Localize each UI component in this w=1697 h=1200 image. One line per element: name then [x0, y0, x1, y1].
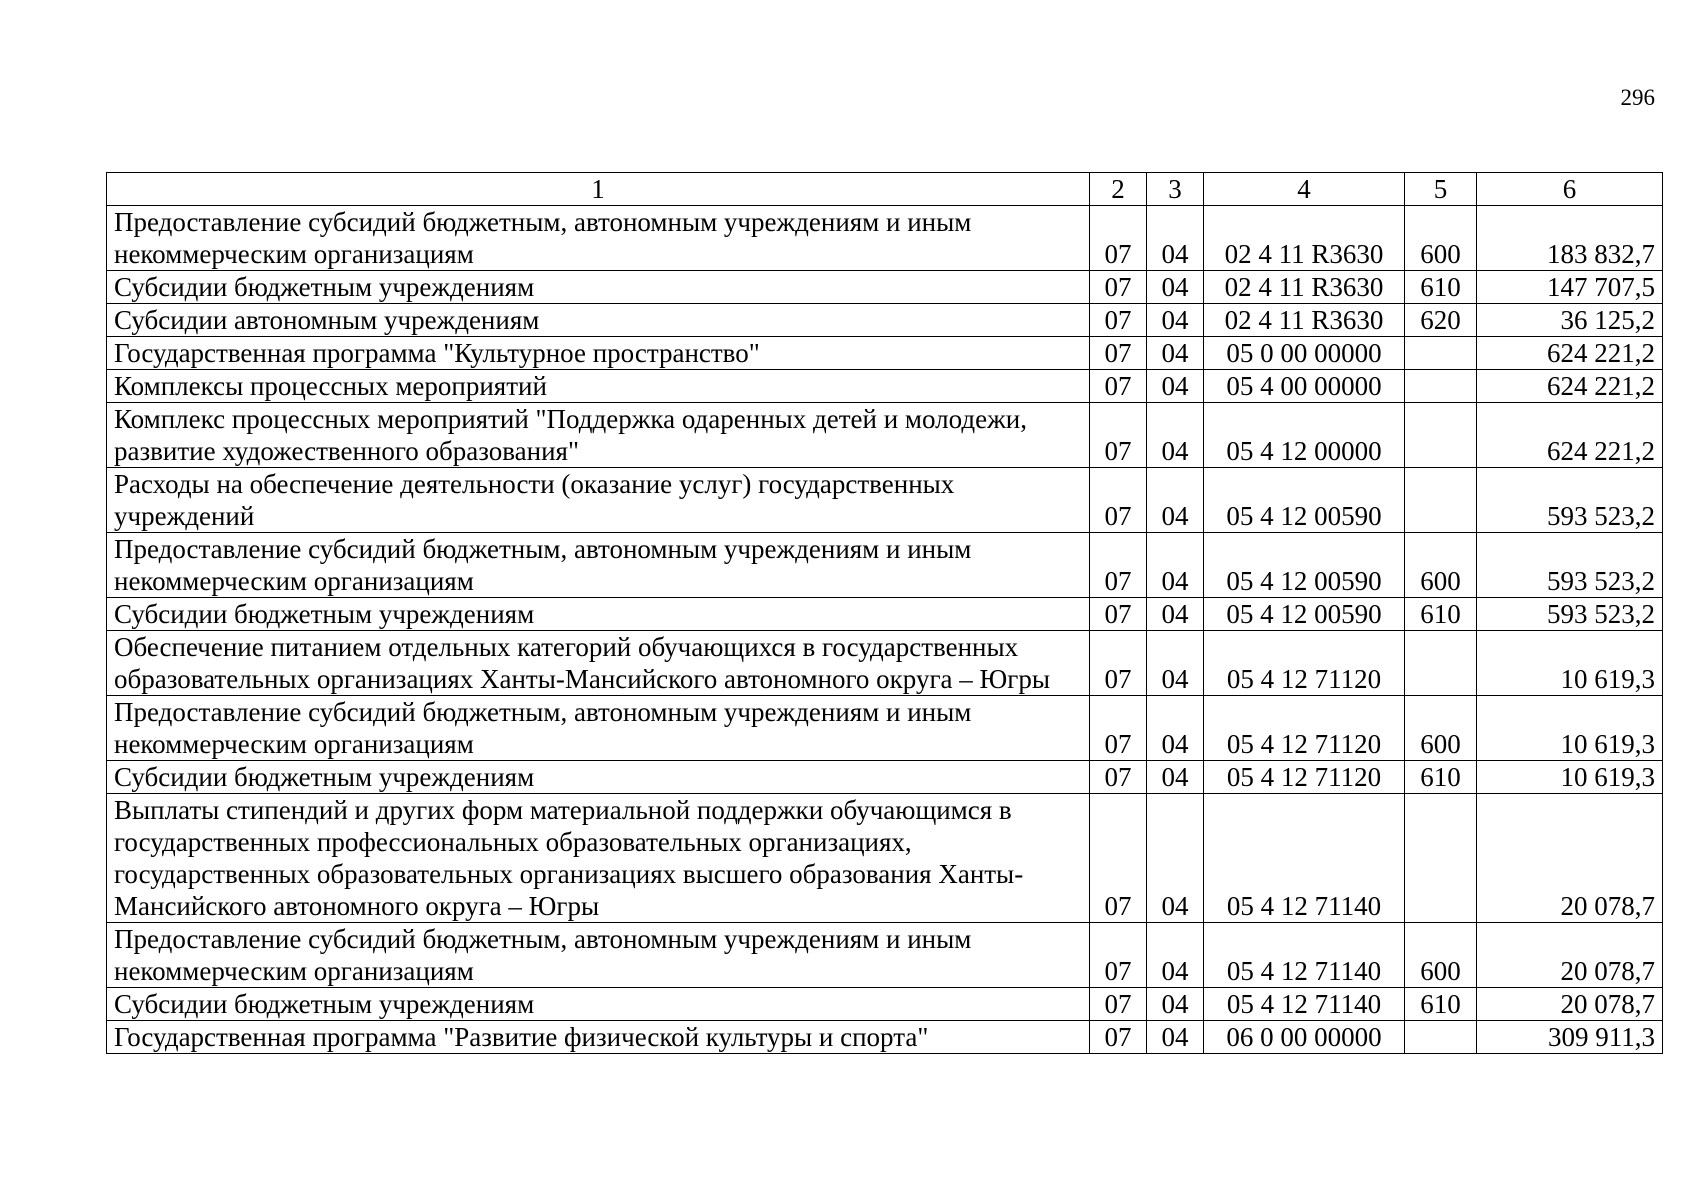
cell-target-article: 05 4 12 00590 — [1204, 533, 1405, 598]
cell-name: Обеспечение питанием отдельных категорий обучающихся в государственных образовательных организациях Ханты-Мансийского автономного округа – Югры — [107, 631, 1090, 696]
cell-target-article: 02 4 11 R3630 — [1204, 206, 1405, 271]
cell-expense-type — [1405, 794, 1477, 923]
column-header-4: 4 — [1204, 173, 1405, 206]
cell-expense-type — [1405, 1021, 1477, 1054]
budget-table — [106, 172, 1663, 1054]
cell-section: 07 — [1090, 403, 1147, 468]
cell-expense-type — [1405, 337, 1477, 370]
cell-subsection: 04 — [1147, 598, 1204, 631]
cell-subsection: 04 — [1147, 761, 1204, 794]
table-header-row — [107, 173, 1663, 206]
table-row — [107, 794, 1663, 923]
cell-subsection: 04 — [1147, 403, 1204, 468]
cell-amount: 10 619,3 — [1477, 761, 1663, 794]
cell-target-article: 05 4 12 71120 — [1204, 631, 1405, 696]
cell-subsection: 04 — [1147, 337, 1204, 370]
cell-section: 07 — [1090, 598, 1147, 631]
cell-section: 07 — [1090, 370, 1147, 403]
table-row — [107, 631, 1663, 696]
column-header-3: 3 — [1147, 173, 1204, 206]
cell-expense-type: 600 — [1405, 923, 1477, 988]
table-row — [107, 1021, 1663, 1054]
table-body — [107, 206, 1663, 1054]
cell-expense-type: 600 — [1405, 206, 1477, 271]
cell-target-article: 05 4 12 71140 — [1204, 923, 1405, 988]
cell-section: 07 — [1090, 206, 1147, 271]
column-header-5: 5 — [1405, 173, 1477, 206]
table-row — [107, 761, 1663, 794]
cell-subsection: 04 — [1147, 370, 1204, 403]
cell-subsection: 04 — [1147, 206, 1204, 271]
cell-name: Предоставление субсидий бюджетным, автономным учреждениям и иным некоммерческим организациям — [107, 696, 1090, 761]
cell-target-article: 05 4 12 71120 — [1204, 696, 1405, 761]
cell-amount: 20 078,7 — [1477, 988, 1663, 1021]
table-row — [107, 337, 1663, 370]
cell-expense-type: 620 — [1405, 304, 1477, 337]
column-header-2: 2 — [1090, 173, 1147, 206]
cell-name: Субсидии бюджетным учреждениям — [107, 761, 1090, 794]
table-row — [107, 206, 1663, 271]
cell-target-article: 02 4 11 R3630 — [1204, 271, 1405, 304]
cell-section: 07 — [1090, 533, 1147, 598]
cell-name: Государственная программа "Культурное пространство" — [107, 337, 1090, 370]
cell-name: Субсидии бюджетным учреждениям — [107, 271, 1090, 304]
cell-section: 07 — [1090, 923, 1147, 988]
cell-target-article: 02 4 11 R3630 — [1204, 304, 1405, 337]
cell-subsection: 04 — [1147, 988, 1204, 1021]
cell-subsection: 04 — [1147, 533, 1204, 598]
cell-target-article: 05 4 00 00000 — [1204, 370, 1405, 403]
table-row — [107, 370, 1663, 403]
cell-amount: 147 707,5 — [1477, 271, 1663, 304]
cell-section: 07 — [1090, 304, 1147, 337]
cell-amount: 183 832,7 — [1477, 206, 1663, 271]
cell-amount: 36 125,2 — [1477, 304, 1663, 337]
cell-amount: 593 523,2 — [1477, 533, 1663, 598]
cell-target-article: 05 4 12 71120 — [1204, 761, 1405, 794]
cell-amount: 624 221,2 — [1477, 403, 1663, 468]
cell-section: 07 — [1090, 468, 1147, 533]
cell-name: Государственная программа "Развитие физической культуры и спорта" — [107, 1021, 1090, 1054]
table-row — [107, 988, 1663, 1021]
cell-expense-type: 610 — [1405, 761, 1477, 794]
cell-subsection: 04 — [1147, 631, 1204, 696]
cell-name: Расходы на обеспечение деятельности (оказание услуг) государственных учреждений — [107, 468, 1090, 533]
table-row — [107, 468, 1663, 533]
cell-subsection: 04 — [1147, 304, 1204, 337]
table-row — [107, 403, 1663, 468]
cell-amount: 10 619,3 — [1477, 631, 1663, 696]
cell-name: Предоставление субсидий бюджетным, автономным учреждениям и иным некоммерческим организациям — [107, 206, 1090, 271]
table-row — [107, 271, 1663, 304]
cell-target-article: 05 4 12 71140 — [1204, 794, 1405, 923]
table-row — [107, 696, 1663, 761]
cell-target-article: 06 0 00 00000 — [1204, 1021, 1405, 1054]
cell-expense-type: 610 — [1405, 598, 1477, 631]
cell-name: Предоставление субсидий бюджетным, автономным учреждениям и иным некоммерческим организациям — [107, 923, 1090, 988]
cell-section: 07 — [1090, 271, 1147, 304]
cell-section: 07 — [1090, 1021, 1147, 1054]
cell-name: Предоставление субсидий бюджетным, автономным учреждениям и иным некоммерческим организациям — [107, 533, 1090, 598]
table-row — [107, 533, 1663, 598]
cell-name: Комплексы процессных мероприятий — [107, 370, 1090, 403]
cell-section: 07 — [1090, 761, 1147, 794]
cell-name: Субсидии бюджетным учреждениям — [107, 988, 1090, 1021]
cell-section: 07 — [1090, 631, 1147, 696]
cell-target-article: 05 0 00 00000 — [1204, 337, 1405, 370]
cell-amount: 624 221,2 — [1477, 370, 1663, 403]
cell-amount: 309 911,3 — [1477, 1021, 1663, 1054]
cell-name: Субсидии бюджетным учреждениям — [107, 598, 1090, 631]
cell-amount: 20 078,7 — [1477, 794, 1663, 923]
cell-section: 07 — [1090, 794, 1147, 923]
cell-subsection: 04 — [1147, 1021, 1204, 1054]
table-row — [107, 304, 1663, 337]
cell-subsection: 04 — [1147, 696, 1204, 761]
cell-subsection: 04 — [1147, 794, 1204, 923]
cell-target-article: 05 4 12 00590 — [1204, 598, 1405, 631]
cell-amount: 20 078,7 — [1477, 923, 1663, 988]
cell-target-article: 05 4 12 00000 — [1204, 403, 1405, 468]
cell-subsection: 04 — [1147, 271, 1204, 304]
cell-expense-type — [1405, 468, 1477, 533]
cell-target-article: 05 4 12 71140 — [1204, 988, 1405, 1021]
cell-expense-type: 600 — [1405, 696, 1477, 761]
cell-name: Субсидии автономным учреждениям — [107, 304, 1090, 337]
cell-name: Выплаты стипендий и других форм материальной поддержки обучающимся в государственных профессиональных образовательных организациях, государственных образовательных организациях высшего образования Ханты-Мансийского автономного округа – Югры — [107, 794, 1090, 923]
cell-expense-type: 610 — [1405, 988, 1477, 1021]
cell-amount: 593 523,2 — [1477, 598, 1663, 631]
cell-section: 07 — [1090, 696, 1147, 761]
cell-name: Комплекс процессных мероприятий "Поддержка одаренных детей и молодежи, развитие художественного образования" — [107, 403, 1090, 468]
table-row — [107, 598, 1663, 631]
column-header-1: 1 — [107, 173, 1090, 206]
cell-expense-type: 610 — [1405, 271, 1477, 304]
cell-amount: 10 619,3 — [1477, 696, 1663, 761]
cell-expense-type — [1405, 631, 1477, 696]
column-header-6: 6 — [1477, 173, 1663, 206]
cell-subsection: 04 — [1147, 468, 1204, 533]
cell-expense-type: 600 — [1405, 533, 1477, 598]
cell-expense-type — [1405, 403, 1477, 468]
cell-target-article: 05 4 12 00590 — [1204, 468, 1405, 533]
page-number: 296 — [1620, 85, 1655, 110]
table-row — [107, 923, 1663, 988]
cell-section: 07 — [1090, 337, 1147, 370]
cell-section: 07 — [1090, 988, 1147, 1021]
cell-expense-type — [1405, 370, 1477, 403]
cell-subsection: 04 — [1147, 923, 1204, 988]
cell-amount: 593 523,2 — [1477, 468, 1663, 533]
cell-amount: 624 221,2 — [1477, 337, 1663, 370]
